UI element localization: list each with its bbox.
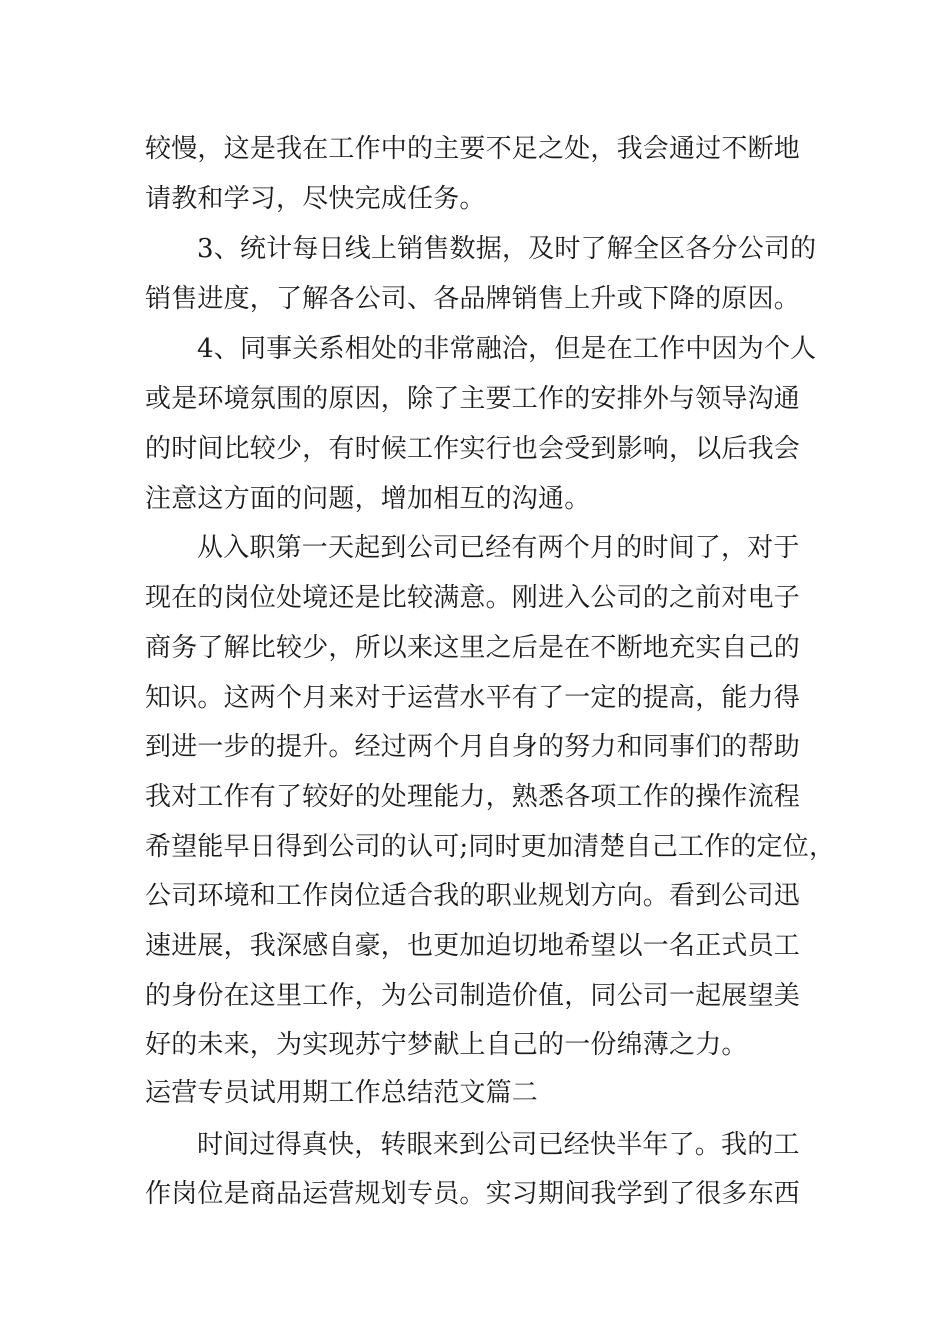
text-line: 请教和学习，尽快完成任务。 <box>145 184 486 214</box>
text-line: 商务了解比较少，所以来这里之后是在不断地充实自己的 <box>145 633 801 663</box>
text-line: 的身份在这里工作，为公司制造价值，同公司一起展望美 <box>145 981 801 1011</box>
text-line: 销售进度，了解各公司、各品牌销售上升或下降的原因。 <box>145 284 801 314</box>
text-line: 的时间比较少，有时候工作实行也会受到影响，以后我会 <box>145 434 801 464</box>
text-line: 注意这方面的问题，增加相互的沟通。 <box>145 484 591 514</box>
text-line: 较慢，这是我在工作中的主要不足之处，我会通过不断地 <box>145 134 801 164</box>
text-line: 作岗位是商品运营规划专员。实习期间我学到了很多东西 <box>145 1179 801 1209</box>
text-line: 或是环境氛围的原因，除了主要工作的安排外与领导沟通 <box>145 384 801 414</box>
text-line: 我对工作有了较好的处理能力，熟悉各项工作的操作流程 <box>145 782 801 812</box>
text-line: 速进展，我深感自豪，也更加迫切地希望以一名正式员工 <box>145 931 801 961</box>
text-line: 到进一步的提升。经过两个月自身的努力和同事们的帮助 <box>145 732 801 762</box>
text-line: 4、同事关系相处的非常融洽，但是在工作中因为个人 <box>197 334 817 364</box>
text-line: 希望能早日得到公司的认可;同时更加清楚自己工作的定位， <box>145 832 836 862</box>
text-line: 公司环境和工作岗位适合我的职业规划方向。看到公司迅 <box>145 881 801 911</box>
text-line: 知识。这两个月来对于运营水平有了一定的提高，能力得 <box>145 683 801 713</box>
text-line: 3、统计每日线上销售数据，及时了解全区各分公司的 <box>197 234 817 264</box>
text-line: 好的未来，为实现苏宁梦献上自己的一份绵薄之力。 <box>145 1030 748 1060</box>
text-line: 现在的岗位处境还是比较满意。刚进入公司的之前对电子 <box>145 583 801 613</box>
section-heading: 运营专员试用期工作总结范文篇二 <box>145 1078 539 1108</box>
text-line: 从入职第一天起到公司已经有两个月的时间了，对于 <box>197 533 800 563</box>
text-line: 时间过得真快，转眼来到公司已经快半年了。我的工 <box>197 1130 800 1160</box>
